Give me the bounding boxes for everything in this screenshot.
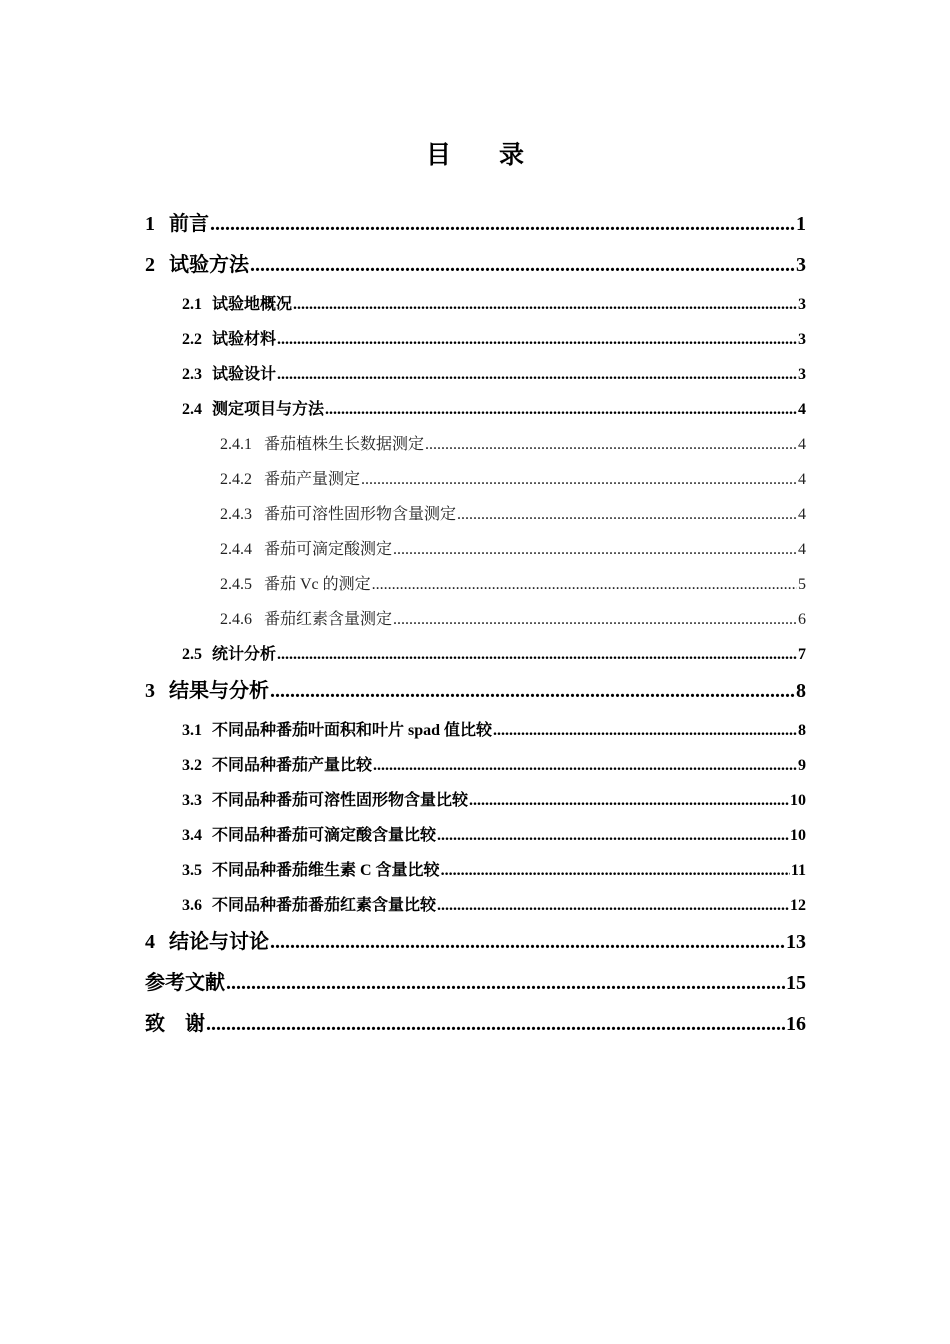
- toc-entry-label: 不同品种番茄可滴定酸含量比较: [212, 827, 437, 844]
- toc-dot-leader: [277, 637, 797, 672]
- toc-entry-label: 番茄可滴定酸测定: [264, 541, 393, 558]
- toc-entry[interactable]: [145, 964, 806, 1005]
- toc-entry-label: 不同品种番茄产量比较: [212, 757, 373, 774]
- toc-entry-page-number: 3: [798, 366, 806, 383]
- toc-dot-leader: [469, 783, 789, 818]
- toc-entry[interactable]: [145, 1005, 806, 1046]
- toc-entry-label: 测定项目与方法: [212, 401, 325, 418]
- toc-entry[interactable]: [145, 713, 806, 748]
- toc-dot-leader: [210, 205, 795, 243]
- toc-entry-label: 统计分析: [212, 646, 277, 663]
- toc-dot-leader: [270, 672, 795, 710]
- toc-dot-leader: [457, 497, 797, 532]
- toc-entry-number: 2.5: [182, 646, 202, 663]
- toc-entry[interactable]: [145, 602, 806, 637]
- toc-entry[interactable]: [145, 392, 806, 427]
- toc-entry-page-number: 8: [798, 722, 806, 739]
- toc-entry-page-number: 3: [798, 331, 806, 348]
- toc-entry[interactable]: [145, 888, 806, 923]
- toc-entry-page-number: 4: [798, 401, 806, 418]
- toc-entry-number: 2.4.1: [220, 436, 252, 453]
- toc-entry-page-number: 7: [798, 646, 806, 663]
- toc-entry-page-number: 8: [796, 680, 806, 702]
- toc-entry-number: 2.2: [182, 331, 202, 348]
- toc-entry-page-number: 3: [796, 254, 806, 276]
- toc-entry-page-number: 9: [798, 757, 806, 774]
- toc-entry[interactable]: [145, 672, 806, 713]
- toc-entry-label: 番茄红素含量测定: [264, 611, 393, 628]
- toc-entry-page-number: 10: [790, 827, 806, 844]
- toc-entry-label: 试验方法: [169, 254, 249, 276]
- toc-entry[interactable]: [145, 923, 806, 964]
- toc-entry-page-number: 11: [790, 862, 806, 879]
- toc-entry[interactable]: [145, 748, 806, 783]
- toc-entry-label: 不同品种番茄番茄红素含量比较: [212, 897, 437, 914]
- toc-entry-page-number: 4: [798, 506, 806, 523]
- toc-entry-page-number: 3: [798, 296, 806, 313]
- toc-entry-label: 结论与讨论: [169, 931, 269, 953]
- toc-dot-leader: [437, 888, 789, 923]
- toc-entry-number: 3.2: [182, 757, 202, 774]
- toc-entry-label: 试验设计: [212, 366, 277, 383]
- toc-entry-number: 2.4.4: [220, 541, 252, 558]
- toc-entry-number: 2.4.6: [220, 611, 252, 628]
- toc-entry[interactable]: [145, 357, 806, 392]
- toc-dot-leader: [372, 567, 797, 602]
- toc-dot-leader: [250, 246, 795, 284]
- toc-dot-leader: [425, 427, 797, 462]
- toc-entry-number: 3.3: [182, 792, 202, 809]
- toc-entry-number: 2.4: [182, 401, 202, 418]
- toc-entry-label: 参考文献: [145, 972, 225, 994]
- toc-entry[interactable]: [145, 462, 806, 497]
- toc-entry[interactable]: [145, 287, 806, 322]
- toc-dot-leader: [206, 1005, 785, 1043]
- toc-entry-label: 不同品种番茄可溶性固形物含量比较: [212, 792, 469, 809]
- toc-entry-page-number: 1: [796, 213, 806, 235]
- toc-entry-page-number: 13: [786, 931, 806, 953]
- toc-entry-label: 结果与分析: [169, 680, 269, 702]
- toc-entry-label: 番茄 Vc 的测定: [264, 576, 371, 593]
- toc-entry-label: 试验地概况: [212, 296, 293, 313]
- toc-entry-number: 2.1: [182, 296, 202, 313]
- toc-entry[interactable]: [145, 637, 806, 672]
- toc-entry-number: 1: [145, 213, 155, 235]
- toc-entry[interactable]: [145, 497, 806, 532]
- toc-entry-number: 2.3: [182, 366, 202, 383]
- toc-entry[interactable]: [145, 818, 806, 853]
- toc-entry-label: 不同品种番茄维生素 C 含量比较: [212, 862, 440, 879]
- toc-entry[interactable]: [145, 783, 806, 818]
- toc-entry-page-number: 6: [798, 611, 806, 628]
- toc-dot-leader: [293, 287, 797, 322]
- toc-dot-leader: [493, 713, 797, 748]
- toc-entry[interactable]: [145, 322, 806, 357]
- toc-dot-leader: [270, 923, 785, 961]
- page-title: 目录: [425, 142, 572, 169]
- toc-dot-leader: [226, 964, 785, 1002]
- toc-entry-page-number: 12: [790, 897, 806, 914]
- toc-entry-label: 不同品种番茄叶面积和叶片 spad 值比较: [212, 722, 493, 739]
- toc-dot-leader: [437, 818, 789, 853]
- toc-dot-leader: [441, 853, 790, 888]
- toc-entry-page-number: 15: [786, 972, 806, 994]
- toc-entry-number: 2.4.5: [220, 576, 252, 593]
- toc-dot-leader: [393, 532, 797, 567]
- toc-entry-number: 2.4.3: [220, 506, 252, 523]
- toc-entry-page-number: 16: [786, 1013, 806, 1035]
- toc-dot-leader: [361, 462, 797, 497]
- toc-entry-number: 2: [145, 254, 155, 276]
- toc-entry-number: 3.1: [182, 722, 202, 739]
- toc-entry[interactable]: [145, 205, 806, 246]
- toc-entry-label: 番茄可溶性固形物含量测定: [264, 506, 457, 523]
- toc-entry-label: 番茄产量测定: [264, 471, 361, 488]
- toc-entry-number: 3: [145, 680, 155, 702]
- toc-entry-number: 4: [145, 931, 155, 953]
- toc-entry-page-number: 10: [790, 792, 806, 809]
- toc-entry-label: 致 谢: [145, 1013, 205, 1035]
- toc-entry[interactable]: [145, 532, 806, 567]
- toc-entry-page-number: 4: [798, 541, 806, 558]
- toc-entry-label: 前言: [169, 213, 209, 235]
- toc-dot-leader: [277, 322, 797, 357]
- toc-entry[interactable]: [145, 246, 806, 287]
- toc-entry-number: 3.5: [182, 862, 202, 879]
- toc-entry-label: 番茄植株生长数据测定: [264, 436, 425, 453]
- toc-entry-number: 3.4: [182, 827, 202, 844]
- toc-dot-leader: [325, 392, 797, 427]
- toc-entry-page-number: 5: [798, 576, 806, 593]
- toc-entry[interactable]: [145, 567, 806, 602]
- toc-entry-number: 2.4.2: [220, 471, 252, 488]
- toc-entry-number: 3.6: [182, 897, 202, 914]
- toc-dot-leader: [277, 357, 797, 392]
- toc-dot-leader: [393, 602, 797, 637]
- toc-entry-page-number: 4: [798, 471, 806, 488]
- toc-entry[interactable]: [145, 427, 806, 462]
- toc-dot-leader: [373, 748, 797, 783]
- toc-entry[interactable]: [145, 853, 806, 888]
- toc-entry-label: 试验材料: [212, 331, 277, 348]
- table-of-contents: [145, 205, 806, 1046]
- toc-entry-page-number: 4: [798, 436, 806, 453]
